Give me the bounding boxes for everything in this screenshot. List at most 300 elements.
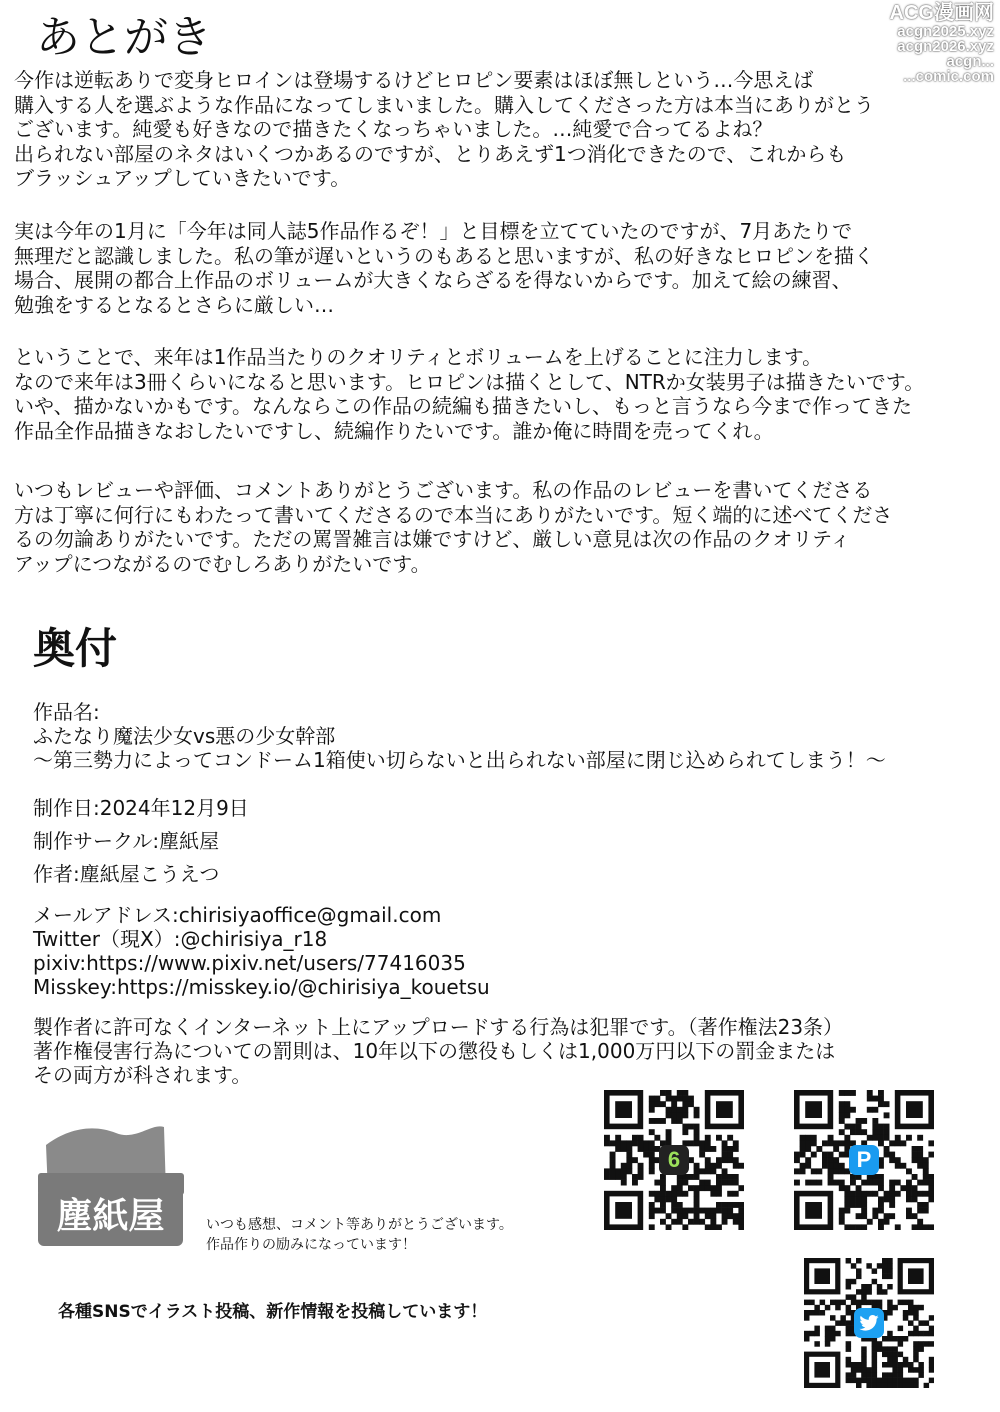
qr-module	[918, 1372, 924, 1378]
qr-module	[638, 1168, 644, 1174]
qr-module	[872, 1352, 878, 1358]
qr-module	[878, 1208, 884, 1214]
qr-module	[878, 1224, 884, 1230]
qr-module	[825, 1336, 831, 1342]
text-line: ブラッシュアップしていきたいです。	[14, 166, 351, 190]
qr-module	[867, 1096, 873, 1102]
qr-module	[929, 1378, 934, 1384]
qr-module	[654, 1208, 660, 1214]
qr-module	[918, 1341, 924, 1347]
qr-module	[884, 1135, 890, 1141]
qr-module	[666, 1135, 672, 1141]
qr-module	[822, 1163, 828, 1169]
qr-module	[649, 1168, 655, 1174]
twitter-qr-code[interactable]	[804, 1258, 934, 1388]
qr-module	[660, 1090, 666, 1096]
qr-module	[682, 1213, 688, 1219]
author-name: 作者:塵紙屋こうえつ	[33, 862, 220, 886]
qr-module	[887, 1305, 893, 1311]
qr-module	[882, 1274, 888, 1280]
circle-logo-text: 塵紙屋	[56, 1196, 165, 1237]
qr-module	[830, 1331, 836, 1337]
qr-module	[850, 1191, 856, 1197]
qr-module	[892, 1336, 898, 1342]
qr-module	[903, 1300, 909, 1306]
qr-module	[908, 1331, 914, 1337]
qr-module	[872, 1208, 878, 1214]
qr-module	[654, 1101, 660, 1107]
qr-module	[716, 1185, 722, 1191]
pixiv-qr-code[interactable]	[794, 1090, 934, 1230]
qr-module	[913, 1378, 919, 1384]
qr-module	[705, 1146, 711, 1152]
qr-module	[694, 1135, 700, 1141]
qr-module	[887, 1378, 893, 1384]
qr-module	[660, 1202, 666, 1208]
qr-module	[844, 1090, 850, 1096]
qr-module	[660, 1208, 666, 1214]
qr-module	[872, 1300, 878, 1306]
qr-module	[722, 1219, 728, 1225]
qr-module	[898, 1378, 904, 1384]
qr-module	[682, 1208, 688, 1214]
qr-module	[906, 1180, 912, 1186]
qr-module	[816, 1146, 822, 1152]
qr-module	[666, 1196, 672, 1202]
qr-module	[839, 1163, 845, 1169]
text-line: 出られない部屋のネタはいくつかあるのですが、とりあえず1つ消化できたので、これからも	[14, 141, 847, 166]
qr-module	[733, 1157, 739, 1163]
qr-module	[649, 1157, 655, 1163]
qr-module	[846, 1310, 852, 1316]
qr-module	[809, 1310, 815, 1316]
qr-module	[917, 1157, 923, 1163]
qr-module	[716, 1174, 722, 1180]
qr-module	[710, 1224, 716, 1230]
qr-module	[861, 1284, 867, 1290]
qr-module	[884, 1219, 890, 1225]
qr-module	[861, 1367, 867, 1373]
qr-module	[917, 1152, 923, 1158]
qr-module	[699, 1140, 705, 1146]
qr-module	[923, 1168, 929, 1174]
watermark-line: acgn2025.xyz	[897, 23, 994, 40]
qr-module	[851, 1263, 857, 1269]
qr-module	[898, 1352, 904, 1358]
qr-module	[856, 1378, 862, 1384]
qr-module	[889, 1152, 895, 1158]
qr-module	[839, 1180, 845, 1186]
qr-module	[872, 1268, 878, 1274]
qr-module	[912, 1146, 918, 1152]
qr-module	[649, 1163, 655, 1169]
qr-module	[839, 1129, 845, 1135]
qr-module	[682, 1107, 688, 1113]
qr-module	[861, 1362, 867, 1368]
qr-module	[839, 1112, 845, 1118]
qr-module	[722, 1157, 728, 1163]
qr-module	[649, 1152, 655, 1158]
qr-module	[867, 1219, 873, 1225]
qr-module	[643, 1152, 649, 1158]
qr-module	[877, 1378, 883, 1384]
qr-module	[895, 1163, 901, 1169]
qr-module	[716, 1163, 722, 1169]
qr-module	[828, 1135, 834, 1141]
qr-module	[872, 1135, 878, 1141]
text-line: 今作は逆転ありで変身ヒロインは登場するけどヒロピン要素はほぼ無しという…今思えば	[14, 68, 814, 92]
qr-module	[887, 1268, 893, 1274]
qr-module	[856, 1258, 862, 1264]
qr-module	[889, 1140, 895, 1146]
qr-module	[694, 1107, 700, 1113]
qr-module	[632, 1157, 638, 1163]
qr-module	[621, 1140, 627, 1146]
qr-module	[844, 1202, 850, 1208]
qr-module	[877, 1289, 883, 1295]
qr-module	[626, 1146, 632, 1152]
qr-module	[840, 1315, 846, 1321]
qr-module	[677, 1191, 683, 1197]
qr-module	[872, 1378, 878, 1384]
qr-module	[908, 1310, 914, 1316]
qr-module	[694, 1163, 700, 1169]
qr-module	[861, 1208, 867, 1214]
qr-module	[887, 1346, 893, 1352]
qr-module	[851, 1362, 857, 1368]
qr-module	[794, 1152, 800, 1158]
qr-module	[805, 1140, 811, 1146]
thanks-message	[206, 1215, 513, 1255]
qr-module	[913, 1367, 919, 1373]
qr-module	[835, 1305, 841, 1311]
qr-module	[694, 1202, 700, 1208]
qr-module	[615, 1135, 621, 1141]
production-circle: 制作サークル:塵紙屋	[33, 829, 220, 853]
qr-module	[878, 1135, 884, 1141]
qr-module	[844, 1135, 850, 1141]
qr-module	[671, 1191, 677, 1197]
qr-module	[654, 1196, 660, 1202]
qr-module	[929, 1326, 934, 1332]
qr-module	[895, 1191, 901, 1197]
qr-module	[892, 1362, 898, 1368]
qr-module	[895, 1135, 901, 1141]
watermark-line: acgn2026.xyz	[897, 38, 994, 55]
qr-module	[825, 1326, 831, 1332]
qr-module	[666, 1213, 672, 1219]
qr-module	[830, 1300, 836, 1306]
qr-module	[822, 1157, 828, 1163]
qr-finder	[805, 1202, 822, 1219]
qr-module	[626, 1168, 632, 1174]
qr-module	[882, 1289, 888, 1295]
qr-module	[872, 1341, 878, 1347]
qr-module	[621, 1174, 627, 1180]
qr-module	[912, 1224, 918, 1230]
qr-module	[851, 1378, 857, 1384]
qr-module	[722, 1180, 728, 1186]
qr-module	[632, 1174, 638, 1180]
qr-module	[887, 1284, 893, 1290]
qr-module	[671, 1219, 677, 1225]
qr-module	[917, 1224, 923, 1230]
qr-module	[872, 1118, 878, 1124]
qr-module	[722, 1146, 728, 1152]
qr-module	[856, 1224, 862, 1230]
qr-module	[884, 1196, 890, 1202]
qr-module	[809, 1331, 815, 1337]
qr-module	[710, 1168, 716, 1174]
qr-module	[800, 1135, 806, 1141]
qr-module	[929, 1315, 934, 1321]
email-address: メールアドレス:chirisiyaoffice@gmail.com	[33, 903, 442, 927]
qr-module	[835, 1320, 841, 1326]
qr-module	[638, 1135, 644, 1141]
qr-module	[877, 1284, 883, 1290]
qr-module	[677, 1208, 683, 1214]
qr-module	[839, 1185, 845, 1191]
text-line: 作品全作品描きなおしたいですし、続編作りたいです。誰か俺に時間を売ってくれ。	[14, 418, 774, 443]
qr-module	[839, 1219, 845, 1225]
qr-module	[677, 1112, 683, 1118]
qr-module	[835, 1331, 841, 1337]
qr-module	[866, 1372, 872, 1378]
qr-module	[654, 1118, 660, 1124]
qr-module	[705, 1208, 711, 1214]
qr-module	[928, 1174, 934, 1180]
qr-module	[924, 1383, 930, 1388]
text-line: ということで、来年は1作品当たりのクオリティとボリュームを上げることに注力します。	[14, 345, 823, 369]
qr-module	[872, 1346, 878, 1352]
twitter-handle: Twitter（現X）:@chirisiya_r18	[33, 927, 328, 951]
qr-module	[929, 1367, 934, 1373]
qr-module	[846, 1341, 852, 1347]
qr-module	[900, 1163, 906, 1169]
qr-module	[844, 1191, 850, 1197]
qr-module	[889, 1196, 895, 1202]
qr-module	[850, 1124, 856, 1130]
qr-module	[912, 1157, 918, 1163]
qr-module	[660, 1118, 666, 1124]
qr-module	[892, 1367, 898, 1373]
qr-module	[654, 1096, 660, 1102]
qr-module	[861, 1357, 867, 1363]
bird-glyph	[859, 1315, 879, 1331]
work-title: ふたなり魔法少女vs悪の少女幹部	[33, 724, 336, 748]
qr-module	[872, 1180, 878, 1186]
qr-module	[716, 1157, 722, 1163]
qr-module	[882, 1378, 888, 1384]
qr-module	[694, 1124, 700, 1130]
qr-module	[895, 1224, 901, 1230]
qr-module	[727, 1152, 733, 1158]
qr-module	[877, 1300, 883, 1306]
afterword-paragraph-3	[14, 345, 1000, 443]
work-title-block	[33, 700, 886, 772]
qr-module	[649, 1202, 655, 1208]
qr-module	[844, 1124, 850, 1130]
qr-module	[699, 1168, 705, 1174]
qr-module	[882, 1352, 888, 1358]
qr-module	[688, 1124, 694, 1130]
qr-module	[621, 1168, 627, 1174]
qr-module	[856, 1289, 862, 1295]
qr-module	[872, 1096, 878, 1102]
qr-module	[923, 1202, 929, 1208]
text-line: 無理だと認識しました。私の筆が遅いというのもあると思いますが、私の好きなヒロピンを描く	[14, 243, 874, 268]
qr-module	[671, 1096, 677, 1102]
text-line: 勉強をするとなるとさらに厳しい…	[14, 292, 334, 317]
qr-module	[682, 1090, 688, 1096]
qr-module	[705, 1168, 711, 1174]
qr-module	[898, 1362, 904, 1368]
qr-module	[710, 1191, 716, 1197]
qr-module	[892, 1383, 898, 1388]
qr-module	[908, 1362, 914, 1368]
qr-module	[615, 1174, 621, 1180]
qr-module	[727, 1146, 733, 1152]
qr-module	[856, 1196, 862, 1202]
sns-notice: 各種SNSでイラスト投稿、新作情報を投稿しています！	[58, 1302, 488, 1322]
qr-module	[898, 1336, 904, 1342]
production-date: 制作日:2024年12月9日	[33, 796, 249, 820]
qr-module	[913, 1326, 919, 1332]
qr-module	[923, 1157, 929, 1163]
qr-module	[688, 1185, 694, 1191]
qr-module	[929, 1362, 934, 1368]
qr-module	[833, 1180, 839, 1186]
qr-module	[846, 1378, 852, 1384]
qr-module	[794, 1180, 800, 1186]
qr-module	[887, 1336, 893, 1342]
qr-module	[878, 1202, 884, 1208]
qr-module	[621, 1180, 627, 1186]
qr-module	[738, 1224, 744, 1230]
qr-module	[856, 1213, 862, 1219]
qr-module	[626, 1157, 632, 1163]
qr-module	[887, 1362, 893, 1368]
qr-module	[666, 1224, 672, 1230]
qr-module	[800, 1140, 806, 1146]
qr-module	[830, 1336, 836, 1342]
qr-module	[694, 1140, 700, 1146]
qr-module	[794, 1168, 800, 1174]
qr-module	[924, 1331, 930, 1337]
qr-module	[866, 1284, 872, 1290]
qr-module	[820, 1310, 826, 1316]
qr-module	[861, 1196, 867, 1202]
qr-module	[884, 1124, 890, 1130]
qr-module	[867, 1135, 873, 1141]
qr-module	[895, 1157, 901, 1163]
qr-module	[649, 1191, 655, 1197]
qr-module	[913, 1310, 919, 1316]
qr-module	[877, 1263, 883, 1269]
qr-module	[878, 1185, 884, 1191]
qr-module	[694, 1168, 700, 1174]
qr-module	[671, 1101, 677, 1107]
qr-module	[688, 1208, 694, 1214]
qr-module	[733, 1219, 739, 1225]
qr-module	[682, 1191, 688, 1197]
qr-module	[889, 1202, 895, 1208]
afterword-paragraph-1	[14, 68, 1000, 191]
qr-module	[850, 1202, 856, 1208]
qr-module	[839, 1208, 845, 1214]
qr-module	[649, 1224, 655, 1230]
qr-module	[912, 1174, 918, 1180]
qr-module	[903, 1357, 909, 1363]
qr-module	[682, 1096, 688, 1102]
qr-module	[878, 1101, 884, 1107]
qr-module	[811, 1180, 817, 1186]
text-line: いつも感想、コメント等ありがとうございます。	[206, 1217, 513, 1233]
qr-module	[671, 1208, 677, 1214]
qr-module	[722, 1152, 728, 1158]
qr-finder	[805, 1101, 822, 1118]
qr-module	[727, 1135, 733, 1141]
qr-module	[705, 1180, 711, 1186]
qr-module	[666, 1129, 672, 1135]
qr-module	[682, 1224, 688, 1230]
text-line: 作品作りの励みになっています！	[206, 1237, 416, 1253]
qr-module	[889, 1185, 895, 1191]
qr-module	[912, 1191, 918, 1197]
qr-module	[898, 1341, 904, 1347]
qr-module	[844, 1107, 850, 1113]
qr-module	[877, 1341, 883, 1347]
qr-module	[924, 1341, 930, 1347]
qr-module	[898, 1372, 904, 1378]
qr-module	[895, 1140, 901, 1146]
qr-module	[878, 1140, 884, 1146]
qr-module	[906, 1185, 912, 1191]
qr-module	[610, 1140, 616, 1146]
qr-module	[846, 1305, 852, 1311]
qr-module	[604, 1168, 610, 1174]
qr-module	[809, 1300, 815, 1306]
qr-module	[811, 1168, 817, 1174]
qr-module	[705, 1213, 711, 1219]
qr-module	[917, 1202, 923, 1208]
qr-module	[892, 1346, 898, 1352]
qr-module	[828, 1180, 834, 1186]
qr-module	[861, 1118, 867, 1124]
qr-module	[833, 1140, 839, 1146]
qr-module	[884, 1213, 890, 1219]
qr-module	[884, 1129, 890, 1135]
qr-module	[850, 1129, 856, 1135]
qr-module	[872, 1362, 878, 1368]
qr-module	[839, 1101, 845, 1107]
qr-module	[872, 1107, 878, 1113]
qr-module	[878, 1174, 884, 1180]
qr-module	[892, 1305, 898, 1311]
qr-module	[878, 1124, 884, 1130]
qr-module	[903, 1383, 909, 1388]
badge-glyph: 6	[667, 1147, 681, 1172]
afterword-paragraph-4	[14, 478, 1000, 576]
qr-module	[929, 1357, 934, 1363]
misskey-qr-code[interactable]	[604, 1090, 744, 1230]
tissue-box-logo-icon	[36, 1115, 186, 1195]
qr-module	[912, 1213, 918, 1219]
qr-module	[856, 1367, 862, 1373]
qr-module	[898, 1326, 904, 1332]
qr-module	[913, 1346, 919, 1352]
qr-module	[889, 1213, 895, 1219]
